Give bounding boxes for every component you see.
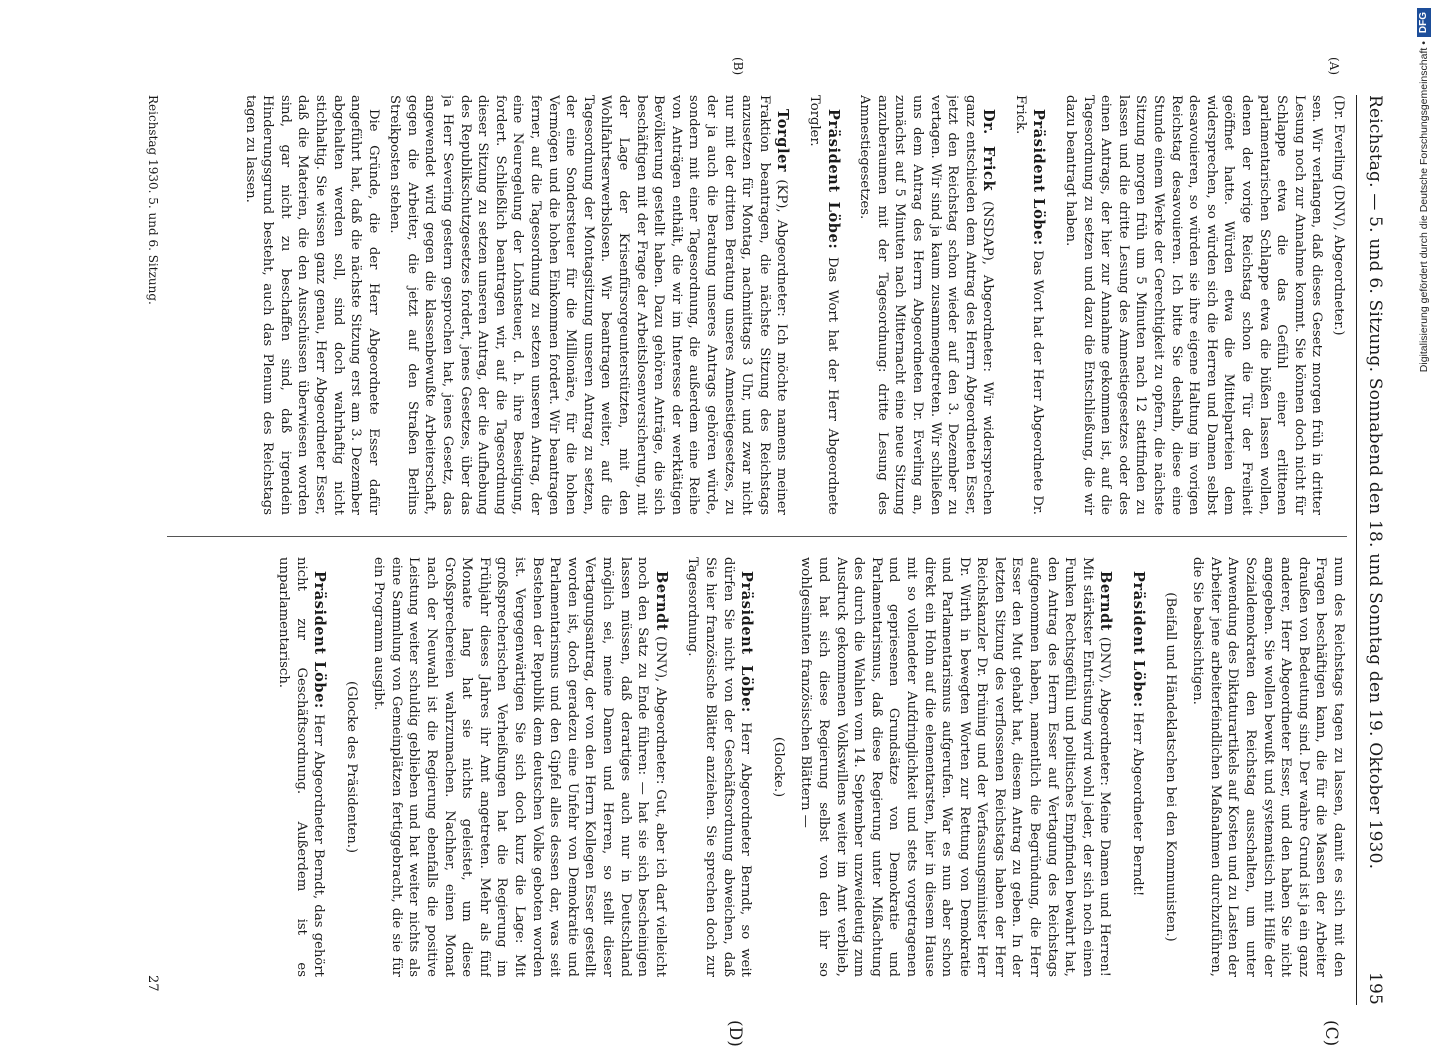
speaker-name: Präsident Löbe: [738,571,756,713]
page-footer: Reichstag 1930. 5. und 6. Sitzung. [146,95,160,305]
speech-paragraph [370,557,670,977]
speech-text: Das Wort hat der Herr Abgeordnete Torgler. [806,95,840,515]
speech-text: Herr Abgeordneter Berndt! [1130,707,1146,897]
speaker-name: Dr. Frick [980,109,998,192]
margin-marker-b: (B) [731,57,745,76]
header-title: Reichstag. — 5. und 6. Sitzung. Sonnabend den 18. und Sonntag den 19. Oktober 1930. [1365,95,1385,870]
speech-text: (NSDAP), Abgeordneter: Wir widersprechen ganz entschieden dem Antrag des Herrn Abgeordneten Esser, jetzt den Reichstag schon wieder auf den 3. Dezember zu vertagen. Wir sind ja kaum zusammengetreten. Wir schließen uns dem Antrag des Herrn Abgeordneten Dr. Everling an, zunächst auf 5 Minuten nach Mitternacht eine neue Sitzung anzuberaumen mit der Tagesordnung: dritte Lesung des Amnestiegesetzes. [857,95,996,515]
digitization-credit [1412,8,1432,908]
speaker-name: Präsident Löbe: [1130,571,1148,708]
speaker-name: Berndt [652,571,670,632]
speech-text: Herr Abgeordneter Berndt, das gehört nicht zur Geschäftsordnung. Außerdem ist es unparlamentarisch. [275,557,327,977]
speech-paragraph [684,557,755,977]
interjection: (Beifall und Händeklatschen bei den Kommunisten.) [1162,592,1178,942]
interjection: (Glocke.) [770,736,786,798]
running-header [1359,95,1385,1005]
dfg-logo: DFG [1417,8,1431,37]
speech-text: Das Wort hat der Herr Abgeordnete Dr. Frick. [1012,95,1046,515]
text-paragraph: Die Gründe, die der Herr Abgeordnete Esser dafür angeführt hat, daß die nächste Sitzung erst am 3. Dezember abgehalten werden soll, sind doch wahrhaftig nicht stichhaltig. Sie wissen ganz genau, Herr Abgeordneter Esser, daß die Materien, die den Ausschüssen überwiesen worden sind, gar nicht zu beschaffen sind, daß irgendein Hinderungsgrund besteht, auch das Plenum des Reichstags tagen zu lassen. [242,95,381,515]
margin-marker-c: (C) [1321,1020,1341,1047]
sheet-number: 27 [145,975,160,992]
text-paragraph: sen. Wir verlangen, daß dieses Gesetz morgen früh in dritter Lesung noch zur Annahme kommt. Sie können doch nicht für Schlappe etwa die das Gefühl einer erlittenen parlamentarischen Schlappe etwa die büßen lassen wollen, denen der vorige Reichstag schon die Tür der Freiheit geöffnet hatte. Würden etwa die Mittelparteien dem widersprechen, so würden sich die Herren und Damen selbst desavouieren, so würden sie ihre eigene Haltung im vorigen Reichstag desavouieren. Ich bitte Sie deshalb, diese eine Stunde einem Werke der Gerechtigkeit zu opfern, die nächste Sitzung morgen früh um 5 Minuten nach 12 stattfinden zu lassen und die dritte Lesung des Amnestiegesetzes oder des einen Antrags, der hier zur Annahme gekommen ist, auf die Tagesordnung zu setzen und dazu die Entschließung, die wir dazu beantragt haben. [1063,95,1325,515]
speech-paragraph [274,557,328,977]
speech-text: (KP), Abgeordneter: Ich möchte namens meiner Fraktion beantragen, die nächste Sitzung des Reichstags anzusetzen für Montag, nachmittags 3 Uhr, und zwar nicht nur mit der dritten Beratung unseres Amnestiegesetzes, zu der ja auch die Beratung unseres Antrags gehören würde, sondern mit einer Tagesordnung, die außerdem eine Reihe von Anträgen enthält, die wir im Interesse der werktätigen Bevölkerung gestellt haben. Dazu gehören Anträge, die sich beschäftigen mit der Frage der Arbeitslosenversicherung, mit der Lage der Krisenfürsorgeunterstützten, mit den Wohlfahrtserwerbslosen. Wir beantragen weiter, auf die Tagesordnung der Montagsitzung unseren Antrag zu setzen, der eine Sondersteuer für die Millionäre, für die hohen Vermögen und die hohen Einkommen fordert. Wir beantragen ferner, auf die Tagesordnung zu setzen unseren Antrag, der eine Neuregelung der Lohnsteuer, d. h. ihre Beseitigung, fordert. Schließlich beantragen wir, auf die Tagesordnung dieser Sitzung zu setzen unseren Antrag, der die Aufhebung des Republikschutzgesetzes fordert, jenes Gesetzes, über das ja Herr Severing gestern gesprochen hat, jenes Gesetz, das angewendet wird gegen die klassenbewußte Arbeiterschaft, gegen die Arbeiter, die jetzt auf den Straßen Berlins Streikposten stehen. [387,95,790,515]
speech-text: (DNV), Abgeordneter: Meine Damen und Herren! Mit stärkster Entrüstung wird wohl jeder, der sich noch einen Funken Rechtsgefühl und politisches Empfinden bewahrt hat, den Antrag des Herrn Esser auf Vertagung des Reichstags aufgenommen haben, namentlich die Begründung, die Herr Esser den Mut gehabt hat, diesem Antrag zu geben. In der letzten Sitzung des verflossenen Reichstags haben der Herr Reichskanzler Dr. Brüning und der Verfassungsminister Herr Dr. Wirth in bewegten Worten zur Rettung von Demokratie und Parlamentarismus aufgerufen. War es nun aber schon direkt ein Hohn auf die elementarsten, hier in diesem Hause mit so vollendeter Aufdringlichkeit und stets vorgetragenen und gepriesenen Grundsätze von Demokratie und Parlamentarismus, daß diese Regierung unter Mißachtung des durch die Wahlen vom 14. September unzweideutig zum Ausdruck gekommenen Volkswillens weiter im Amt verblieb, und hat sich diese Regierung selbst von den ihr so wohlgesinnten französischen Blättern — [798,557,1113,977]
speech-paragraph [386,95,792,515]
document-page [85,57,1385,1047]
speech-paragraph [805,95,841,515]
header-rule [1356,95,1357,1005]
page-number: 195 [1365,971,1385,1005]
margin-marker-a: (A) [1327,57,1341,76]
speech-paragraph [856,95,998,515]
speaker-name: Präsident Löbe: [1030,109,1048,246]
speech-paragraph [797,557,1115,977]
text-paragraph: num des Reichstags tagen zu lassen, damit es sich mit den Fragen beschäftigen kann, die für die Massen der Arbeiter draußen von Bedeutung sind. Der wahre Grund ist ja ein ganz anderer, Herr Abgeordneter Esser, und den haben Sie nicht angegeben. Sie wollen bewußt und systematisch mit Hilfe der Sozialdemokraten den Reichstag ausschalten, um unter Anwendung des Diktaturartikels auf Kosten und zu Lasten der Arbeiter jene arbeiterfeindlichen Maßnahmen durchzuführen, die Sie beabsichtigen. [1190,557,1346,977]
speaker-name: Torgler [774,109,792,173]
column-divider [167,536,1347,537]
left-column [167,95,1347,515]
speech-paragraph [1128,557,1147,977]
right-column [167,557,1347,977]
interjection: (Glocke des Präsidenten.) [343,680,359,854]
text-paragraph: (Dr. Everling (DNV), Abgeordneter.) [1331,95,1346,336]
speech-text: Herr Abgeordneter Berndt, so weit dürfen Sie nicht von der Geschäftsordnung abweichen, daß Sie hier französische Blätter anziehen. Sie sprechen doch zur Tagesordnung. [685,557,754,977]
speaker-name: Präsident Löbe: [311,571,329,709]
speaker-name: Berndt [1097,571,1115,632]
margin-marker-d: (D) [725,1020,745,1047]
speaker-name: Präsident Löbe: [824,109,842,250]
credit-text: Digitalisierung gefördert durch die Deutsche Forschungsgemeinschaft • [1418,41,1430,373]
speech-paragraph [1011,95,1047,515]
speech-text: (DNV), Abgeordneter: Gut, aber ich darf vielleicht noch den Satz zu Ende führen: — hat sie sich bescheinigen lassen müssen, daß derartiges auch nur in Deutschland möglich sei, meine Damen und Herren, so stellt dieser Vertagungsantrag, der von den Herrn Kollegen Esser gestellt worden ist, doch geradezu eine Unfehr von Demokratie und Parlamentarismus und den Gipfel alles dessen dar, was seit Bestehen der Republik dem deutschen Volke geboten worden ist. Vergegenwärtigen Sie sich doch kurz die Lage: Mit großsprecherischen Verheißungen hat die Regierung im Frühjahr dieses Jahres ihr Amt angetreten. Mehr als fünf Monate lang hat sie nichts geleistet, um diese Großsprechereien wahrzumachen. Nachher, einen Monat nach der Neuwahl ist die Regierung ebenfalls die positive Leistung weiter schuldig geblieben und hat weiter nichts als eine Sammlung von Gemeinplätzen fertiggebracht, die sie für ein Programm ausgibt. [371,557,668,977]
